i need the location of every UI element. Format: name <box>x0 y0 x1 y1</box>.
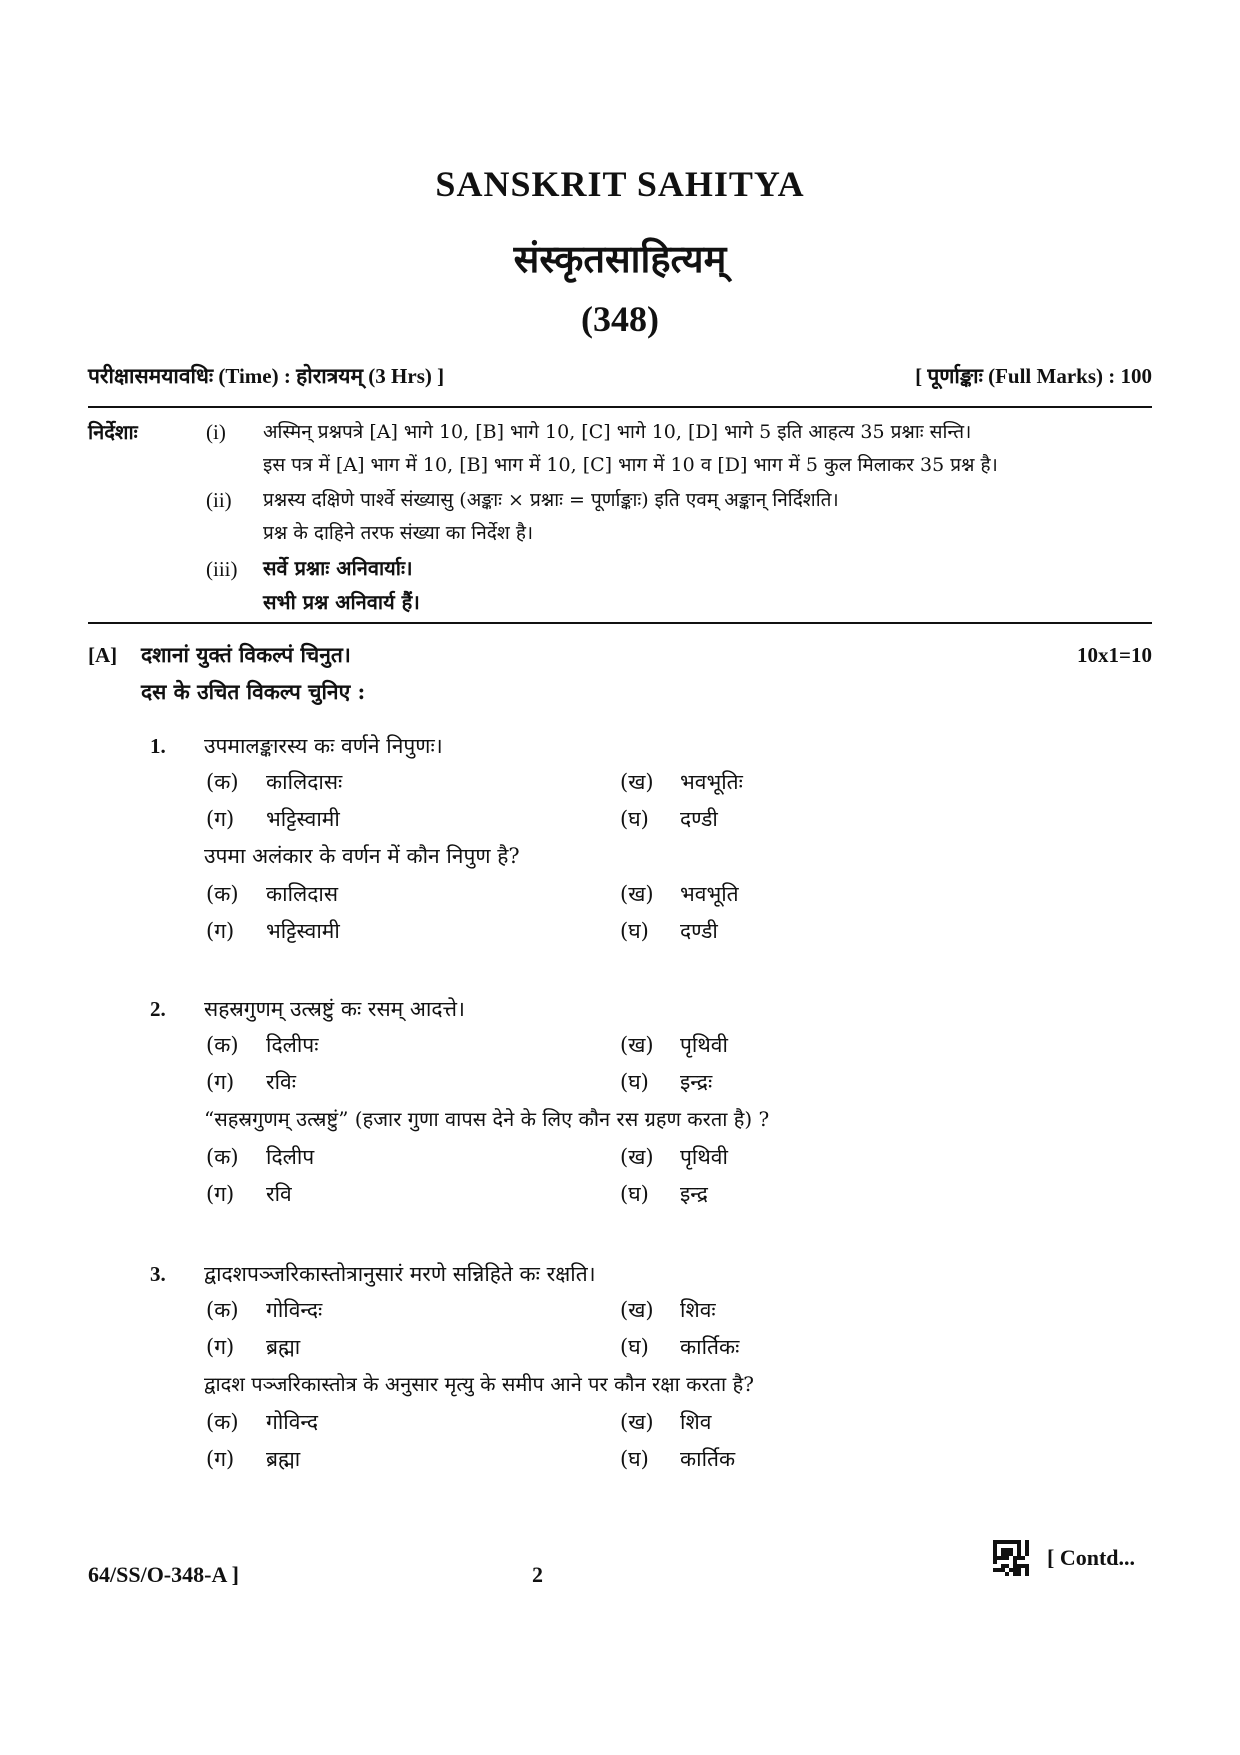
paper-code: 64/SS/O-348-A ] <box>88 1562 239 1587</box>
option <box>620 1031 728 1059</box>
option <box>206 1408 318 1436</box>
section-heading-sanskrit: दशानां युक्तं विकल्पं चिनुत। <box>141 642 351 667</box>
option <box>206 1180 292 1208</box>
question-text-hindi: उपमा अलंकार के वर्णन में कौन निपुण है? <box>204 844 520 868</box>
divider-top <box>88 406 1152 408</box>
option-text: कार्तिक <box>680 1447 736 1471</box>
option-text: पृथिवी <box>680 1033 728 1057</box>
instruction-number: (ii) <box>206 488 232 512</box>
option-text: रवि <box>266 1182 292 1206</box>
option-letter: (क) <box>206 882 239 906</box>
option-letter: (ख) <box>620 1033 654 1057</box>
full-marks: [ पूर्णाङ्काः (Full Marks) : 100 <box>915 364 1152 388</box>
option <box>206 1143 314 1171</box>
page-number: 2 <box>532 1562 543 1587</box>
instruction-line: अस्मिन् प्रश्नपत्रे [A] भागे 10, [B] भागे 10, [C] भागे 10, [D] भागे 5 इति आहत्य 35 प्रश्नाः सन्ति। <box>263 421 972 443</box>
option-text: कार्तिकः <box>680 1335 740 1359</box>
instructions-label: निर्देशाः <box>88 420 138 444</box>
option <box>206 768 342 796</box>
option-text: भट्टिस्वामी <box>266 807 340 831</box>
question-number: 2. <box>150 997 166 1021</box>
option <box>620 1180 708 1208</box>
option <box>620 1143 728 1171</box>
option <box>206 1333 300 1361</box>
instruction-line: इस पत्र में [A] भाग में 10, [B] भाग में 10, [C] भाग में 10 व [D] भाग में 5 कुल मिलाकर 35 प्रश्न है। <box>263 454 998 476</box>
instruction-line: सभी प्रश्न अनिवार्य हैं। <box>263 590 420 614</box>
exam-time: परीक्षासमयावधिः (Time) : होरात्रयम् (3 Hrs) ] <box>88 364 445 388</box>
option-text: भट्टिस्वामी <box>266 919 340 943</box>
option <box>206 880 338 908</box>
option-letter: (ग) <box>206 1182 235 1206</box>
option-letter: (ख) <box>620 1410 654 1434</box>
option-letter: (घ) <box>620 1447 649 1471</box>
option-text: दण्डी <box>680 807 718 831</box>
option-text: कालिदास <box>266 882 339 906</box>
question-number: 1. <box>150 734 166 758</box>
option-letter: (घ) <box>620 1070 649 1094</box>
option <box>620 1068 712 1096</box>
option-letter: (क) <box>206 1298 239 1322</box>
option-text: इन्द्रः <box>680 1070 713 1094</box>
option-text: ब्रह्मा <box>266 1447 301 1471</box>
option-text: दिलीप <box>266 1145 315 1169</box>
option <box>620 880 739 908</box>
instruction-number: (iii) <box>206 557 238 581</box>
option <box>620 805 718 833</box>
subject-code: (348) <box>581 299 659 339</box>
option-text: इन्द्र <box>680 1182 708 1206</box>
question-text-sanskrit: द्वादशपञ्जरिकास्तोत्रानुसारं मरणे सन्निहिते कः रक्षति। <box>204 1262 596 1286</box>
continued-label: [ Contd... <box>1047 1545 1136 1570</box>
option-text: दिलीपः <box>266 1033 319 1057</box>
option-text: शिव <box>680 1410 712 1434</box>
qr-code-icon <box>993 1540 1029 1576</box>
instruction-line: प्रश्नस्य दक्षिणे पार्श्वे संख्यासु (अङ्काः × प्रश्नाः = पूर्णाङ्काः) इति एवम् अङ्कान् निर्दिशति। <box>263 489 839 511</box>
option-text: रविः <box>266 1070 296 1094</box>
option-letter: (ग) <box>206 1070 235 1094</box>
option <box>206 917 340 945</box>
option-letter: (ख) <box>620 1145 654 1169</box>
instruction-number: (i) <box>206 420 226 444</box>
option-letter: (क) <box>206 1410 239 1434</box>
option-text: ब्रह्मा <box>266 1335 301 1359</box>
option-text: भवभूतिः <box>680 770 743 794</box>
option <box>620 1408 711 1436</box>
option-text: शिवः <box>680 1298 716 1322</box>
option-letter: (क) <box>206 1145 239 1169</box>
option-letter: (क) <box>206 1033 239 1057</box>
instruction-line: प्रश्न के दाहिने तरफ संख्या का निर्देश है। <box>263 522 534 544</box>
option-text: दण्डी <box>680 919 718 943</box>
option <box>206 1296 322 1324</box>
section-marks: 10x1=10 <box>1077 643 1152 667</box>
option-text: भवभूति <box>680 882 739 906</box>
section-label: [A] <box>88 643 118 667</box>
option-letter: (ख) <box>620 1298 654 1322</box>
option <box>206 1031 318 1059</box>
option-text: पृथिवी <box>680 1145 728 1169</box>
option-letter: (ख) <box>620 770 654 794</box>
option-letter: (घ) <box>620 1182 649 1206</box>
option-letter: (ग) <box>206 919 235 943</box>
question-text-sanskrit: उपमालङ्कारस्य कः वर्णने निपुणः। <box>204 734 443 758</box>
option <box>620 917 718 945</box>
divider-bottom <box>88 622 1152 624</box>
option-letter: (घ) <box>620 919 649 943</box>
option-letter: (घ) <box>620 807 649 831</box>
option-letter: (ग) <box>206 807 235 831</box>
section-heading-hindi: दस के उचित विकल्प चुनिए : <box>141 679 366 704</box>
option-letter: (घ) <box>620 1335 649 1359</box>
option <box>620 1296 716 1324</box>
option <box>620 1445 735 1473</box>
option-letter: (ग) <box>206 1335 235 1359</box>
question-text-hindi: “सहस्रगुणम् उत्स्रष्टुं” (हजार गुणा वापस देने के लिए कौन रस ग्रहण करता है) ? <box>204 1107 770 1131</box>
option-text: कालिदासः <box>266 770 343 794</box>
page-title-english: SANSKRIT SAHITYA <box>435 164 805 204</box>
question-number: 3. <box>150 1262 166 1286</box>
option-letter: (ख) <box>620 882 654 906</box>
question-text-sanskrit: सहस्रगुणम् उत्स्रष्टुं कः रसम् आदत्ते। <box>204 997 465 1021</box>
option-text: गोविन्द <box>266 1410 319 1434</box>
question-text-hindi: द्वादश पञ्जरिकास्तोत्र के अनुसार मृत्यु के समीप आने पर कौन रक्षा करता है? <box>204 1372 754 1396</box>
option-text: गोविन्दः <box>266 1298 323 1322</box>
page-title-sanskrit: संस्कृतसाहित्यम् <box>513 236 727 281</box>
option <box>206 805 340 833</box>
option <box>620 768 743 796</box>
option-letter: (क) <box>206 770 239 794</box>
instruction-line: सर्वे प्रश्नाः अनिवार्याः। <box>263 556 413 580</box>
option <box>620 1333 739 1361</box>
option-letter: (ग) <box>206 1447 235 1471</box>
option <box>206 1068 296 1096</box>
option <box>206 1445 300 1473</box>
